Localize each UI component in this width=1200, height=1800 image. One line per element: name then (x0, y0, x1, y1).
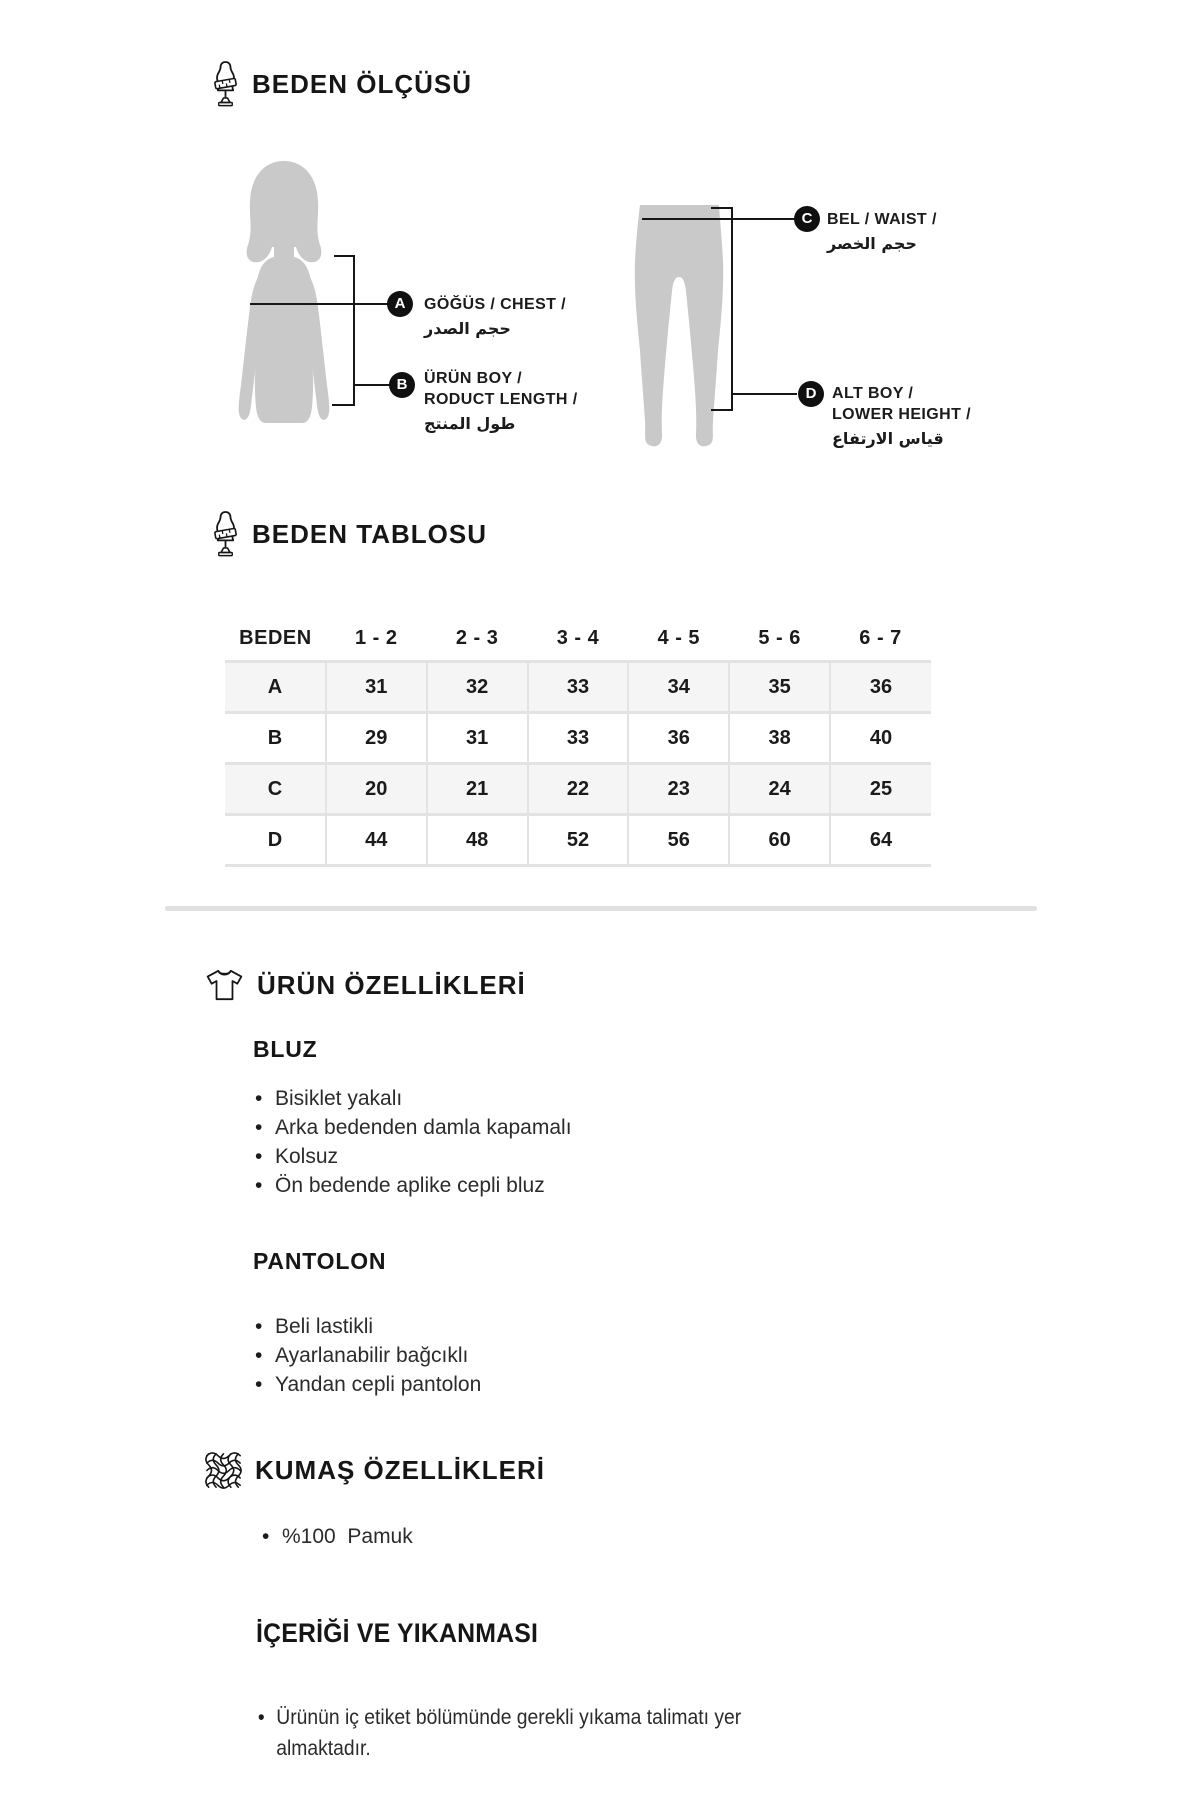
table-cell: 48 (427, 815, 528, 866)
size-table-title: BEDEN TABLOSU (252, 519, 487, 549)
measure-badge-d: D (798, 381, 824, 407)
chest-measure-line (250, 303, 390, 305)
table-cell: 21 (427, 764, 528, 815)
bluz-feature-list (253, 1084, 572, 1200)
table-cell: 35 (729, 662, 830, 713)
measure-label-chest-arabic: حجم الصدر (424, 319, 511, 338)
table-cell: 20 (326, 764, 427, 815)
care-title: İÇERİĞİ VE YIKANMASI (256, 1618, 539, 1648)
table-row (225, 662, 931, 713)
fabric-features-title: KUMAŞ ÖZELLİKLERİ (255, 1455, 545, 1485)
table-cell: 52 (528, 815, 629, 866)
fabric-text: %100 Pamuk (282, 1525, 413, 1548)
measure-label-lower-text: ALT BOY / (832, 385, 914, 402)
girl-silhouette (218, 155, 358, 423)
fabric-item (260, 1522, 413, 1551)
care-text: Ürünün iç etiket bölümünde gerekli yıkama talimatı yer almaktadır. (276, 1706, 747, 1760)
pantolon-feature-list (253, 1312, 481, 1399)
table-header-cell: BEDEN (239, 626, 312, 649)
size-guide-header (212, 60, 472, 109)
table-cell: 22 (528, 764, 629, 815)
measure-label-waist-arabic: حجم الخصر (827, 234, 917, 253)
mannequin-icon (212, 510, 239, 559)
table-header-cell: 5 - 6 (758, 626, 801, 649)
table-cell: 36 (628, 713, 729, 764)
table-header-cell: 1 - 2 (355, 626, 398, 649)
row-label: B (225, 713, 326, 764)
table-row (225, 713, 931, 764)
table-header-cell: 2 - 3 (455, 626, 499, 649)
measure-label-length (424, 368, 578, 434)
feature-text: Kolsuz (275, 1145, 339, 1168)
care-item (256, 1702, 808, 1764)
product-features-title: ÜRÜN ÖZELLİKLERİ (257, 969, 526, 1000)
feature-text: Ön bedende aplike cepli bluz (275, 1174, 545, 1197)
size-guide-title: BEDEN ÖLÇÜSÜ (252, 69, 473, 99)
pants-silhouette (632, 203, 727, 448)
feature-text: Bisiklet yakalı (275, 1087, 403, 1110)
table-cell: 23 (628, 764, 729, 815)
measure-label-lower-text2: LOWER HEIGHT / (832, 406, 971, 423)
table-cell: 33 (528, 662, 629, 713)
table-cell: 60 (729, 815, 830, 866)
measure-label-length-text: ÜRÜN BOY / (424, 370, 522, 387)
table-cell: 56 (628, 815, 729, 866)
feature-item (253, 1171, 572, 1200)
measure-label-chest (424, 294, 566, 339)
table-cell: 25 (830, 764, 931, 815)
fabric-features-header (205, 1452, 545, 1489)
table-cell: 38 (729, 713, 830, 764)
measure-badge-c: C (794, 206, 820, 232)
table-cell: 31 (427, 713, 528, 764)
length-bracket-top-tick (334, 255, 355, 257)
lower-bracket-bottom-tick (711, 409, 733, 411)
measure-label-lower (832, 383, 971, 449)
measure-label-length-text2: RODUCT LENGTH / (424, 391, 578, 408)
table-cell: 32 (427, 662, 528, 713)
table-cell: 40 (830, 713, 931, 764)
length-bracket-bottom-tick (332, 404, 355, 406)
size-table-header (212, 510, 487, 559)
feature-item (253, 1084, 572, 1113)
measure-label-lower-arabic: قياس الارتفاع (832, 429, 944, 448)
tshirt-icon (205, 968, 244, 1002)
feature-text: Ayarlanabilir bağcıklı (275, 1344, 469, 1367)
care-list (256, 1702, 808, 1764)
feature-item (253, 1142, 572, 1171)
table-row (225, 815, 931, 866)
size-table-header-row (225, 616, 931, 662)
table-cell: 34 (628, 662, 729, 713)
feature-text: Arka bedenden damla kapamalı (275, 1116, 572, 1139)
lower-bracket-line (731, 207, 733, 411)
feature-text: Beli lastikli (275, 1315, 374, 1338)
table-cell: 24 (729, 764, 830, 815)
table-cell: 64 (830, 815, 931, 866)
mannequin-icon (212, 60, 239, 109)
length-measure-line (353, 384, 391, 386)
measure-badge-a: A (387, 291, 413, 317)
waist-measure-line (642, 218, 798, 220)
feature-item (253, 1312, 481, 1341)
fabric-weave-icon (205, 1452, 242, 1489)
measure-label-waist-text: BEL / WAIST / (827, 211, 937, 228)
table-cell: 29 (326, 713, 427, 764)
table-cell: 31 (326, 662, 427, 713)
size-table (225, 616, 931, 867)
table-header-cell: 6 - 7 (859, 626, 902, 649)
lower-bracket-top-tick (711, 207, 733, 209)
measure-label-waist (827, 209, 937, 254)
row-label: A (225, 662, 326, 713)
table-header-cell: 3 - 4 (556, 626, 600, 649)
feature-text: Yandan cepli pantolon (275, 1373, 482, 1396)
group-title-bluz: BLUZ (253, 1036, 318, 1062)
lower-measure-line (733, 393, 797, 395)
table-cell: 44 (326, 815, 427, 866)
row-label: D (225, 815, 326, 866)
row-label: C (225, 764, 326, 815)
fabric-list (260, 1522, 413, 1551)
table-cell: 36 (830, 662, 931, 713)
feature-item (253, 1113, 572, 1142)
measure-label-length-arabic: طول المنتج (424, 414, 516, 433)
feature-item (253, 1341, 481, 1370)
measure-badge-b: B (389, 372, 415, 398)
product-features-header (205, 968, 526, 1002)
measure-label-chest-text: GÖĞÜS / CHEST / (424, 296, 567, 313)
table-cell: 33 (528, 713, 629, 764)
section-divider (165, 906, 1037, 911)
table-row (225, 764, 931, 815)
feature-item (253, 1370, 481, 1399)
table-header-cell: 4 - 5 (657, 626, 701, 649)
group-title-pantolon: PANTOLON (253, 1248, 387, 1274)
